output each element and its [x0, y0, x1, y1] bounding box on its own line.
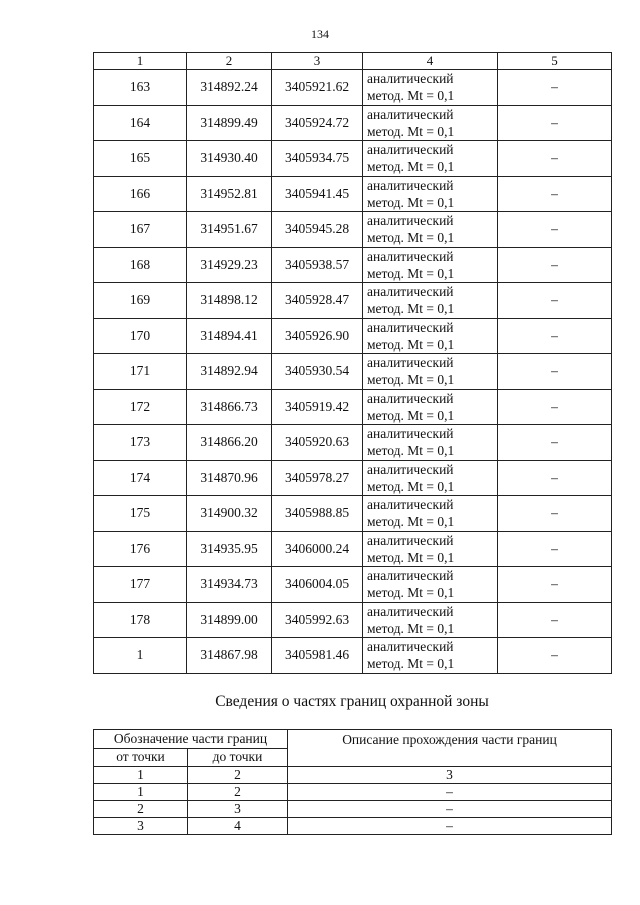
coordinate-y: 3405981.46 — [272, 638, 363, 674]
section-title: Сведения о частях границ охранной зоны — [215, 693, 489, 710]
coordinate-y: 3405988.85 — [272, 496, 363, 532]
method-line-1: аналитический — [367, 532, 454, 548]
header-col-1: 1 — [94, 53, 187, 70]
method-cell — [363, 105, 498, 141]
method-cell — [363, 212, 498, 248]
part-to: 3 — [188, 801, 288, 818]
method-line-2: метод. Mt = 0,1 — [367, 265, 455, 281]
method-cell — [363, 567, 498, 603]
method-line-2: метод. Mt = 0,1 — [367, 514, 455, 530]
parts-group-header: Обозначение части границ — [94, 730, 288, 749]
method-cell — [363, 496, 498, 532]
header-col-5: 5 — [498, 53, 612, 70]
method-line-1: аналитический — [367, 497, 454, 513]
method-line-2: метод. Mt = 0,1 — [367, 336, 455, 352]
point-number: 164 — [94, 105, 187, 141]
method-line-1: аналитический — [367, 177, 454, 193]
point-number: 165 — [94, 141, 187, 177]
boundary-parts-table — [93, 729, 612, 835]
coordinate-x: 314900.32 — [187, 496, 272, 532]
column-5-value: – — [498, 318, 612, 354]
point-number: 169 — [94, 283, 187, 319]
point-number: 174 — [94, 460, 187, 496]
column-5-value: – — [498, 283, 612, 319]
coordinate-x: 314934.73 — [187, 567, 272, 603]
coordinate-x: 314892.24 — [187, 70, 272, 106]
point-number: 177 — [94, 567, 187, 603]
parts-number-3: 3 — [288, 767, 612, 784]
coordinates-table — [93, 52, 612, 674]
table-row — [94, 638, 612, 674]
coordinate-y: 3405941.45 — [272, 176, 363, 212]
coordinate-y: 3406000.24 — [272, 531, 363, 567]
column-5-value: – — [498, 602, 612, 638]
method-line-1: аналитический — [367, 213, 454, 229]
method-line-2: метод. Mt = 0,1 — [367, 407, 455, 423]
table-row — [94, 801, 612, 818]
table-row — [94, 818, 612, 835]
parts-number-row — [94, 767, 612, 784]
parts-from-header: от точки — [94, 748, 188, 767]
coordinate-y: 3405978.27 — [272, 460, 363, 496]
coordinate-y: 3405945.28 — [272, 212, 363, 248]
coordinate-x: 314866.20 — [187, 425, 272, 461]
header-col-3: 3 — [272, 53, 363, 70]
point-number: 167 — [94, 212, 187, 248]
part-desc: – — [288, 801, 612, 818]
method-cell — [363, 602, 498, 638]
point-number: 163 — [94, 70, 187, 106]
page-number: 134 — [311, 27, 329, 41]
column-5-value: – — [498, 567, 612, 603]
method-line-2: метод. Mt = 0,1 — [367, 549, 455, 565]
method-line-1: аналитический — [367, 390, 454, 406]
method-line-1: аналитический — [367, 319, 454, 335]
coordinate-y: 3405930.54 — [272, 354, 363, 390]
part-to: 4 — [188, 818, 288, 835]
point-number: 171 — [94, 354, 187, 390]
method-cell — [363, 318, 498, 354]
coordinate-x: 314899.00 — [187, 602, 272, 638]
part-to: 2 — [188, 784, 288, 801]
point-number: 172 — [94, 389, 187, 425]
parts-number-1: 1 — [94, 767, 188, 784]
parts-to-header: до точки — [188, 748, 288, 767]
coordinate-x: 314892.94 — [187, 354, 272, 390]
point-number: 173 — [94, 425, 187, 461]
table-row — [94, 318, 612, 354]
point-number: 178 — [94, 602, 187, 638]
method-cell — [363, 247, 498, 283]
column-5-value: – — [498, 105, 612, 141]
method-line-1: аналитический — [367, 426, 454, 442]
method-line-2: метод. Mt = 0,1 — [367, 620, 455, 636]
method-line-2: метод. Mt = 0,1 — [367, 372, 455, 388]
method-cell — [363, 638, 498, 674]
coordinate-x: 314899.49 — [187, 105, 272, 141]
method-line-1: аналитический — [367, 355, 454, 371]
coordinate-x: 314898.12 — [187, 283, 272, 319]
table-row — [94, 283, 612, 319]
method-line-1: аналитический — [367, 639, 454, 655]
coordinate-y: 3405938.57 — [272, 247, 363, 283]
part-from: 1 — [94, 784, 188, 801]
coordinate-y: 3405921.62 — [272, 70, 363, 106]
column-5-value: – — [498, 531, 612, 567]
method-line-1: аналитический — [367, 568, 454, 584]
table-row — [94, 531, 612, 567]
method-line-1: аналитический — [367, 71, 454, 87]
method-line-2: метод. Mt = 0,1 — [367, 656, 455, 672]
coordinate-x: 314929.23 — [187, 247, 272, 283]
point-number: 175 — [94, 496, 187, 532]
coordinate-x: 314866.73 — [187, 389, 272, 425]
method-line-2: метод. Mt = 0,1 — [367, 478, 455, 494]
method-line-2: метод. Mt = 0,1 — [367, 123, 455, 139]
coordinate-y: 3405920.63 — [272, 425, 363, 461]
column-5-value: – — [498, 425, 612, 461]
method-line-1: аналитический — [367, 248, 454, 264]
method-line-1: аналитический — [367, 142, 454, 158]
coordinate-y: 3405992.63 — [272, 602, 363, 638]
coordinate-x: 314952.81 — [187, 176, 272, 212]
coordinate-y: 3405926.90 — [272, 318, 363, 354]
table-row — [94, 602, 612, 638]
column-5-value: – — [498, 247, 612, 283]
coordinate-x: 314935.95 — [187, 531, 272, 567]
method-cell — [363, 531, 498, 567]
method-line-1: аналитический — [367, 603, 454, 619]
parts-desc-header: Описание прохождения части границ — [288, 730, 612, 767]
column-5-value: – — [498, 389, 612, 425]
method-line-2: метод. Mt = 0,1 — [367, 301, 455, 317]
header-col-4: 4 — [363, 53, 498, 70]
point-number: 168 — [94, 247, 187, 283]
method-cell — [363, 425, 498, 461]
coordinate-y: 3406004.05 — [272, 567, 363, 603]
point-number: 170 — [94, 318, 187, 354]
column-5-value: – — [498, 141, 612, 177]
coordinate-y: 3405934.75 — [272, 141, 363, 177]
part-from: 3 — [94, 818, 188, 835]
method-line-2: метод. Mt = 0,1 — [367, 443, 455, 459]
table-row — [94, 70, 612, 106]
method-cell — [363, 389, 498, 425]
point-number: 1 — [94, 638, 187, 674]
method-line-1: аналитический — [367, 284, 454, 300]
table-row — [94, 425, 612, 461]
method-cell — [363, 354, 498, 390]
table-row — [94, 247, 612, 283]
table-row — [94, 784, 612, 801]
table-row — [94, 141, 612, 177]
method-line-2: метод. Mt = 0,1 — [367, 159, 455, 175]
method-cell — [363, 141, 498, 177]
column-5-value: – — [498, 638, 612, 674]
method-cell — [363, 283, 498, 319]
method-line-1: аналитический — [367, 106, 454, 122]
part-desc: – — [288, 784, 612, 801]
coordinates-header-row — [94, 53, 612, 70]
table-row — [94, 389, 612, 425]
header-col-2: 2 — [187, 53, 272, 70]
method-cell — [363, 176, 498, 212]
method-line-2: метод. Mt = 0,1 — [367, 230, 455, 246]
column-5-value: – — [498, 496, 612, 532]
point-number: 176 — [94, 531, 187, 567]
part-from: 2 — [94, 801, 188, 818]
method-line-2: метод. Mt = 0,1 — [367, 88, 455, 104]
coordinate-y: 3405924.72 — [272, 105, 363, 141]
table-row — [94, 212, 612, 248]
coordinate-y: 3405919.42 — [272, 389, 363, 425]
table-row — [94, 105, 612, 141]
column-5-value: – — [498, 354, 612, 390]
table-row — [94, 460, 612, 496]
method-cell — [363, 460, 498, 496]
coordinate-x: 314894.41 — [187, 318, 272, 354]
table-row — [94, 354, 612, 390]
method-line-2: метод. Mt = 0,1 — [367, 194, 455, 210]
table-row — [94, 176, 612, 212]
method-cell — [363, 70, 498, 106]
column-5-value: – — [498, 212, 612, 248]
table-row — [94, 496, 612, 532]
coordinate-x: 314951.67 — [187, 212, 272, 248]
method-line-2: метод. Mt = 0,1 — [367, 585, 455, 601]
coordinate-x: 314930.40 — [187, 141, 272, 177]
coordinate-x: 314867.98 — [187, 638, 272, 674]
method-line-1: аналитический — [367, 461, 454, 477]
column-5-value: – — [498, 176, 612, 212]
point-number: 166 — [94, 176, 187, 212]
column-5-value: – — [498, 460, 612, 496]
part-desc: – — [288, 818, 612, 835]
table-row — [94, 567, 612, 603]
column-5-value: – — [498, 70, 612, 106]
parts-number-2: 2 — [188, 767, 288, 784]
coordinate-x: 314870.96 — [187, 460, 272, 496]
parts-header-row — [94, 730, 612, 749]
coordinate-y: 3405928.47 — [272, 283, 363, 319]
